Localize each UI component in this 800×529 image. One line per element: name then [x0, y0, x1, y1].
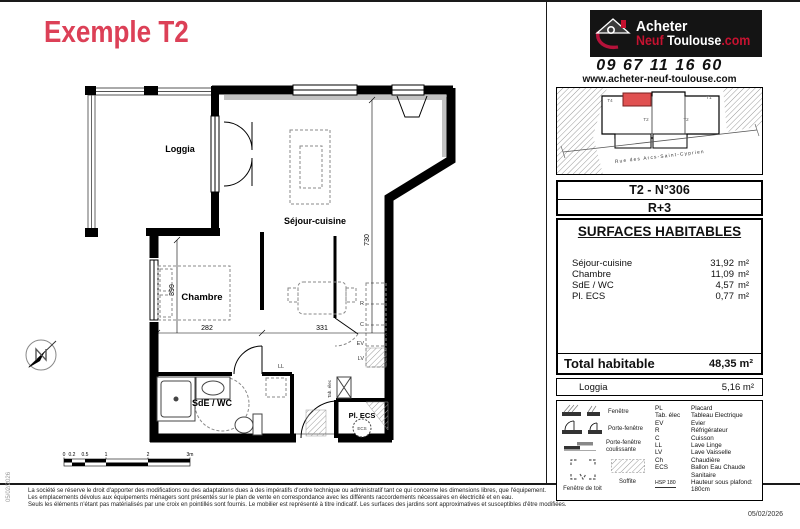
surface-value: 11,09 [710, 269, 734, 280]
site-hatch-right [723, 88, 762, 132]
site-unit-t2b: T2 [683, 117, 689, 122]
abbr: R [655, 427, 660, 435]
loggia-value: 5,16 m² [721, 381, 754, 393]
building-footprint [602, 92, 719, 138]
surface-row [558, 269, 761, 280]
loggia-row [556, 378, 763, 396]
legend-box [556, 400, 763, 501]
scale-tick: 0.5 [81, 452, 89, 458]
shower [157, 377, 195, 421]
compass-icon [26, 340, 56, 370]
disclaimer-text [28, 488, 567, 509]
bathroom-door [234, 346, 262, 374]
hsp-abbr: HSP 180 [655, 480, 676, 488]
abbr [655, 479, 691, 494]
building-annex-left [615, 134, 651, 148]
house-icon [595, 17, 631, 51]
unit-reference: T2 - N°306 [558, 182, 761, 200]
scale-tick: 1 [104, 452, 108, 458]
surface-label: Pl. ECS [572, 291, 606, 302]
room-label-sde: SdE / WC [192, 398, 232, 408]
abbr: LV [655, 449, 663, 457]
legend-label: Soffite [619, 479, 636, 485]
brand-toulouse: Toulouse [667, 33, 722, 49]
site-plan-map [557, 88, 762, 174]
surface-value: 0,77 [715, 291, 734, 302]
unit-floor: R+3 [647, 201, 672, 215]
loggia-french-window [211, 116, 219, 192]
room-label-sejour: Séjour-cuisine [283, 216, 347, 226]
scale-tick: 0.2 [68, 452, 76, 458]
legend-abbreviations [655, 405, 759, 494]
scale-bar [63, 452, 194, 466]
sliding-door-symbol-icon [562, 438, 606, 456]
washing-machine [266, 378, 286, 397]
dining-table [288, 282, 356, 314]
dim-282: 282 [201, 325, 213, 332]
toilet [235, 414, 262, 435]
street-name: Rue des Arcs-Saint-Cyprien [614, 149, 706, 166]
surface-row [558, 291, 761, 302]
dim-730: 730 [364, 234, 371, 246]
site-hatch-left [557, 88, 607, 174]
legend-bottom-row [562, 459, 652, 492]
total-value: 48,35 m² [708, 357, 753, 370]
abbr-label: Placard [691, 405, 713, 412]
abbr-label: Chaudière [691, 456, 721, 464]
site-unit-t4: T4 [607, 98, 613, 103]
brand-wordmark [636, 19, 750, 49]
surface-unit: m² [738, 280, 750, 291]
scale-tick: 0 [62, 452, 66, 458]
label-dishwasher: LV [357, 356, 364, 362]
abbr-label: Ballon Eau Chaude Sanitaire [691, 464, 746, 479]
roof-window-symbol-icon [570, 459, 596, 480]
brand-line1: Acheter [636, 17, 688, 35]
label-ecs: ECS [357, 426, 367, 431]
surface-unit: m² [738, 269, 750, 280]
label-tab-elec: Tab. élec [327, 379, 332, 399]
abbr: C [655, 434, 660, 442]
soffit-symbol-icon [611, 459, 645, 473]
legend-label: Porte-fenêtre coulissante [606, 440, 642, 453]
loggia-railing [88, 88, 213, 232]
vanity-sink [196, 377, 230, 399]
total-row [558, 353, 761, 373]
brand-phone: 09 67 11 16 60 [596, 57, 723, 74]
legend-symbols [562, 404, 652, 492]
disclaimer-line: Les emplacements dévolus aux équipements ménagers sont présentés sur le plan de vente en correspondance avec les différents raccordements nécessaires en électricité et en eau. [28, 495, 514, 501]
disclaimer-line: Seuls les éléments n'étant pas matérialisés par une croix en pointillés sont fournis. Le mobilier est représenté à titre indicatif. Les surfaces des jardins sont approximatives et susceptibles d'être modifiées. [28, 502, 567, 508]
disclaimer-line: La société se réserve le droit d'apporter des modifications ou des adaptations dues à des impératifs d'ordre technique ou administratif tant ce qui concerne les dimensions libres, que l'équipement. [28, 488, 547, 494]
abbr: PL [655, 405, 663, 412]
surface-value: 4,57 [715, 280, 734, 291]
abbr-label: Lave Linge [691, 442, 722, 450]
surface-row [558, 258, 761, 269]
surfaces-title: SURFACES HABITABLES [577, 224, 742, 239]
surface-value: 31,92 [710, 258, 734, 269]
surface-label: Séjour-cuisine [572, 258, 633, 269]
abbr: EV [655, 419, 664, 427]
site-unit-t2a: T2 [643, 117, 649, 122]
page-title: Exemple T2 [44, 14, 189, 49]
brand-line2 [636, 34, 750, 48]
surfaces-box [556, 218, 763, 375]
legend-label: Fenêtre de toit [563, 486, 602, 492]
surface-label: SdE / WC [572, 280, 614, 291]
legend-col-soffite [607, 459, 648, 492]
kitchen-door-leaf [335, 318, 358, 346]
legend-col-fenetre-toit [562, 459, 603, 492]
legend-row-porte-fenetre [562, 421, 652, 438]
abbr-label: Hauteur sous plafond: 180cm [691, 479, 753, 494]
brand-neuf: Neuf [636, 33, 664, 49]
electrical-panel [337, 377, 351, 398]
brand-logo [590, 10, 762, 57]
abbr-label: Tableau Electrique [691, 412, 743, 420]
scale-labels [63, 452, 194, 458]
side-date: 05/02/2026 [6, 471, 12, 502]
dimension-labels [169, 234, 371, 332]
abbr: Tab. élec [655, 412, 681, 420]
brand-com: .com [721, 33, 751, 49]
abbr-label: Evier [691, 419, 706, 427]
dim-399: 399 [169, 284, 176, 296]
legend-label: Fenêtre [608, 409, 629, 416]
label-fridge: R [360, 301, 364, 307]
wall-stubs [85, 86, 158, 237]
abbr-label: Cuisson [691, 434, 714, 442]
room-label-plecs: Pl. ECS [348, 411, 376, 420]
surface-row [558, 280, 761, 291]
legend-label: Porte-fenêtre [608, 426, 644, 433]
dim-331: 331 [316, 325, 328, 332]
abbr: Ch [655, 456, 664, 464]
scale-tick: 3m [186, 452, 194, 458]
window-top-right [392, 85, 424, 95]
surface-unit: m² [738, 258, 750, 269]
total-label: Total habitable [564, 356, 655, 371]
loggia-label: Loggia [579, 381, 608, 393]
room-label-loggia: Loggia [165, 144, 195, 154]
legend-row-coulissante [562, 438, 652, 455]
label-washer: LL [277, 364, 285, 370]
site-plan-box [556, 87, 763, 175]
sofa [290, 130, 330, 204]
surface-label: Chambre [572, 269, 612, 280]
label-sink: EV [356, 341, 364, 347]
label-cooktop: C [360, 322, 364, 328]
soffite-strips [224, 95, 448, 157]
unit-header-box [556, 180, 763, 216]
abbr: LL [655, 442, 663, 450]
loggia-double-door [224, 122, 252, 186]
bathroom-fixtures [157, 377, 371, 437]
room-label-chambre: Chambre [181, 292, 223, 303]
abbr-label: Réfrigérateur [691, 427, 728, 435]
surface-unit: m² [738, 291, 750, 302]
abbr: ECS [655, 464, 668, 472]
bedroom-window [150, 260, 158, 320]
window-top-left [293, 85, 357, 95]
footer-date: 05/02/2026 [748, 511, 784, 518]
site-unit-t1: T1 [706, 95, 712, 100]
abbr-label: Lave Vaisselle [691, 449, 732, 457]
highlighted-unit [623, 93, 651, 106]
brand-website: www.acheter-neuf-toulouse.com [582, 74, 737, 85]
surfaces-rows [558, 258, 761, 302]
scale-tick: 2 [146, 452, 150, 458]
